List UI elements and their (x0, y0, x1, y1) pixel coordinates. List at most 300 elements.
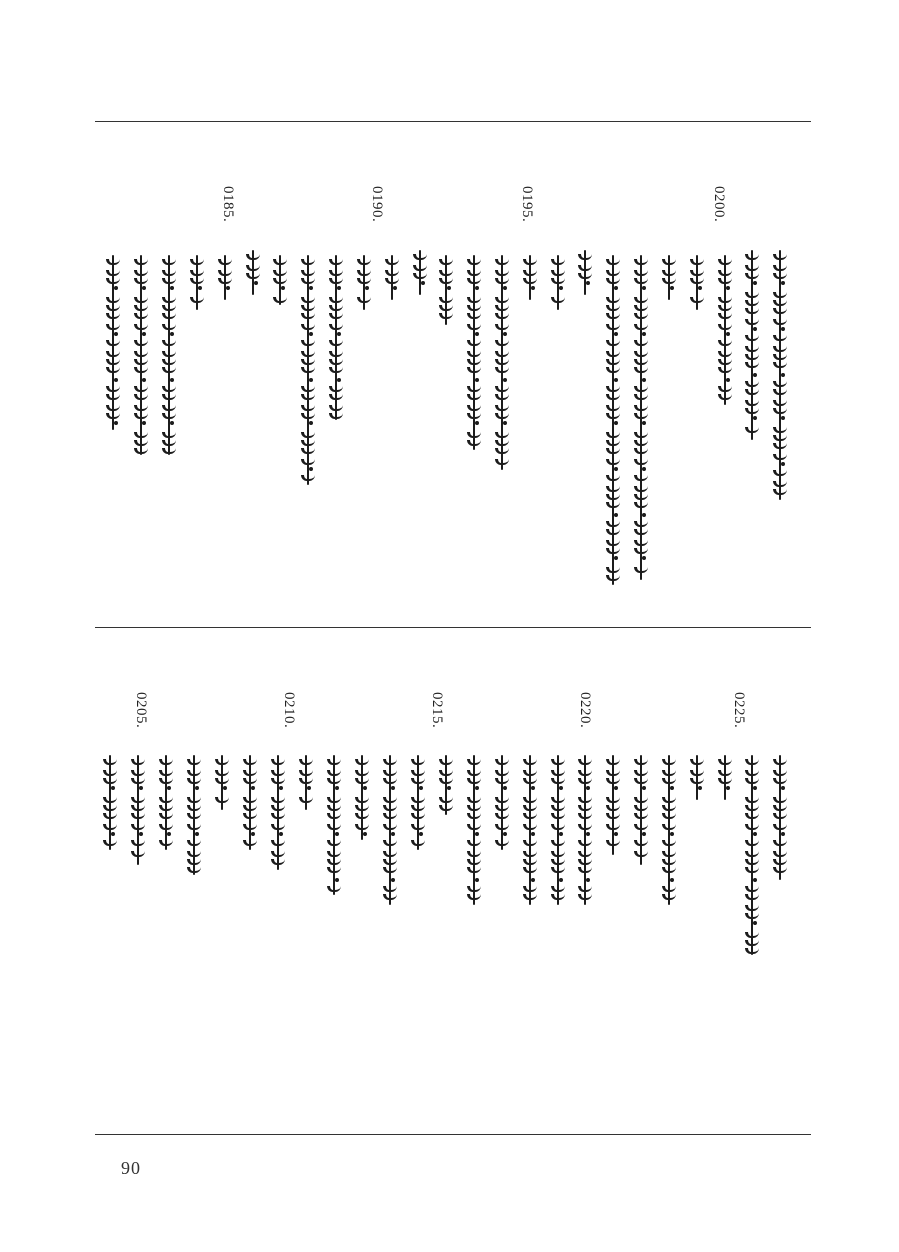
script-glyph (634, 270, 648, 276)
script-dot (781, 281, 785, 285)
script-glyph (745, 427, 759, 433)
script-glyph (745, 273, 759, 279)
verse-marker: 0210. (281, 692, 297, 729)
script-glyph (523, 770, 537, 776)
script-glyph (551, 797, 565, 803)
script-glyph (131, 840, 145, 846)
script-glyph (606, 529, 620, 535)
script-glyph (467, 432, 481, 438)
script-glyph (634, 297, 648, 303)
script-glyph (634, 759, 648, 765)
script-glyph (467, 259, 481, 265)
script-glyph (301, 305, 315, 311)
script-glyph (690, 778, 704, 784)
script-glyph (495, 278, 509, 284)
script-glyph (773, 797, 787, 803)
script-glyph (329, 351, 343, 357)
script-glyph (606, 405, 620, 411)
script-line (299, 755, 313, 810)
script-dot (475, 786, 479, 790)
script-glyph (634, 502, 648, 508)
script-dot (142, 378, 146, 382)
script-glyph (773, 427, 787, 433)
script-glyph (187, 851, 201, 857)
script-glyph (106, 386, 120, 392)
script-glyph (606, 486, 620, 492)
script-glyph (773, 362, 787, 368)
script-glyph (467, 270, 481, 276)
script-glyph (634, 521, 648, 527)
script-line (745, 755, 759, 955)
script-glyph (606, 351, 620, 357)
script-dot (195, 786, 199, 790)
script-line (385, 255, 399, 300)
script-glyph (606, 824, 620, 830)
script-glyph (495, 770, 509, 776)
script-glyph (467, 313, 481, 319)
script-glyph (187, 797, 201, 803)
script-glyph (383, 797, 397, 803)
script-glyph (718, 270, 732, 276)
script-glyph (578, 805, 592, 811)
script-glyph (745, 840, 759, 846)
script-glyph (745, 381, 759, 387)
verse-marker: 0220. (577, 692, 593, 729)
script-glyph (439, 778, 453, 784)
script-dot (586, 878, 590, 882)
script-glyph (551, 278, 565, 284)
script-glyph (634, 278, 648, 284)
script-glyph (495, 432, 509, 438)
script-glyph (606, 413, 620, 419)
script-glyph (329, 394, 343, 400)
script-glyph (606, 778, 620, 784)
script-dot (753, 327, 757, 331)
script-glyph (215, 778, 229, 784)
script-glyph (187, 805, 201, 811)
script-glyph (329, 324, 343, 330)
script-glyph (718, 367, 732, 373)
script-glyph (299, 797, 313, 803)
script-glyph (271, 859, 285, 865)
script-glyph (634, 486, 648, 492)
script-glyph (355, 797, 369, 803)
script-glyph (162, 313, 176, 319)
script-line (187, 755, 201, 875)
script-glyph (578, 886, 592, 892)
script-glyph (411, 797, 425, 803)
script-glyph (357, 297, 371, 303)
script-glyph (773, 346, 787, 352)
script-glyph (606, 305, 620, 311)
script-line (523, 255, 537, 300)
script-glyph (383, 770, 397, 776)
script-glyph (495, 386, 509, 392)
script-glyph (106, 278, 120, 284)
script-glyph (162, 440, 176, 446)
script-glyph (773, 254, 787, 260)
script-glyph (495, 824, 509, 830)
script-glyph (662, 797, 676, 803)
script-glyph (551, 759, 565, 765)
script-glyph (159, 797, 173, 803)
script-line (329, 255, 343, 420)
script-glyph (385, 270, 399, 276)
script-glyph (773, 400, 787, 406)
script-glyph (495, 270, 509, 276)
script-line (467, 755, 481, 905)
script-glyph (106, 394, 120, 400)
script-glyph (662, 867, 676, 873)
script-glyph (690, 278, 704, 284)
verse-marker: 0215. (429, 692, 445, 729)
script-glyph (357, 270, 371, 276)
script-glyph (606, 448, 620, 454)
script-glyph (745, 913, 759, 919)
script-glyph (162, 340, 176, 346)
script-dot (670, 286, 674, 290)
script-glyph (327, 824, 341, 830)
script-glyph (271, 813, 285, 819)
script-glyph (745, 292, 759, 298)
script-glyph (159, 813, 173, 819)
script-glyph (301, 394, 315, 400)
script-glyph (551, 894, 565, 900)
script-glyph (634, 529, 648, 535)
script-glyph (495, 805, 509, 811)
script-line (273, 255, 287, 305)
script-glyph (495, 305, 509, 311)
script-dot (559, 878, 563, 882)
script-line (606, 755, 620, 855)
script-dot (753, 921, 757, 925)
script-dot (614, 832, 618, 836)
script-glyph (271, 759, 285, 765)
script-glyph (718, 305, 732, 311)
script-glyph (718, 340, 732, 346)
script-glyph (495, 813, 509, 819)
script-glyph (106, 413, 120, 419)
script-glyph (745, 362, 759, 368)
script-line (246, 250, 260, 295)
script-dot (670, 786, 674, 790)
script-glyph (162, 305, 176, 311)
script-glyph (745, 254, 759, 260)
script-glyph (243, 840, 257, 846)
script-glyph (134, 386, 148, 392)
script-glyph (134, 270, 148, 276)
script-glyph (355, 805, 369, 811)
script-glyph (134, 394, 148, 400)
script-dot (251, 832, 255, 836)
script-glyph (773, 319, 787, 325)
script-dot (475, 332, 479, 336)
script-glyph (773, 778, 787, 784)
script-glyph (467, 340, 481, 346)
script-glyph (662, 894, 676, 900)
script-glyph (134, 432, 148, 438)
script-dot (698, 786, 702, 790)
script-glyph (467, 805, 481, 811)
script-line (662, 755, 676, 905)
script-glyph (495, 259, 509, 265)
script-glyph (634, 440, 648, 446)
script-glyph (606, 575, 620, 581)
script-dot (365, 286, 369, 290)
script-glyph (745, 851, 759, 857)
script-glyph (634, 313, 648, 319)
script-glyph (439, 805, 453, 811)
script-glyph (327, 840, 341, 846)
script-glyph (106, 340, 120, 346)
script-dot (337, 332, 341, 336)
script-dot (531, 832, 535, 836)
verse-marker: 0195. (519, 186, 535, 223)
script-dot (781, 373, 785, 377)
script-glyph (662, 778, 676, 784)
script-glyph (745, 335, 759, 341)
script-glyph (745, 932, 759, 938)
script-dot (642, 378, 646, 382)
script-glyph (439, 770, 453, 776)
script-glyph (634, 797, 648, 803)
script-dot (421, 281, 425, 285)
script-dot (111, 832, 115, 836)
script-glyph (718, 297, 732, 303)
script-dot (614, 286, 618, 290)
script-glyph (329, 270, 343, 276)
script-dot (279, 832, 283, 836)
script-glyph (662, 840, 676, 846)
script-glyph (495, 778, 509, 784)
script-glyph (383, 824, 397, 830)
script-glyph (523, 851, 537, 857)
script-glyph (190, 259, 204, 265)
script-glyph (243, 759, 257, 765)
script-glyph (773, 851, 787, 857)
script-dot (781, 786, 785, 790)
verse-marker: 0225. (731, 692, 747, 729)
script-dot (393, 286, 397, 290)
script-glyph (495, 367, 509, 373)
script-glyph (271, 778, 285, 784)
script-glyph (467, 778, 481, 784)
script-glyph (606, 324, 620, 330)
script-glyph (467, 413, 481, 419)
script-glyph (131, 813, 145, 819)
script-glyph (162, 432, 176, 438)
script-glyph (329, 305, 343, 311)
script-glyph (134, 405, 148, 411)
script-glyph (495, 840, 509, 846)
script-glyph (634, 367, 648, 373)
script-line (718, 255, 732, 405)
script-line (218, 255, 232, 300)
script-line (301, 255, 315, 485)
script-glyph (773, 813, 787, 819)
script-glyph (606, 797, 620, 803)
script-glyph (745, 346, 759, 352)
script-glyph (551, 770, 565, 776)
script-dot (167, 786, 171, 790)
script-dot (642, 332, 646, 336)
script-glyph (271, 797, 285, 803)
script-glyph (134, 359, 148, 365)
script-glyph (606, 840, 620, 846)
script-glyph (106, 367, 120, 373)
script-dot (309, 332, 313, 336)
script-glyph (773, 859, 787, 865)
script-glyph (190, 278, 204, 284)
script-glyph (690, 770, 704, 776)
script-glyph (467, 840, 481, 846)
script-line (159, 755, 173, 850)
script-glyph (773, 770, 787, 776)
script-dot (170, 421, 174, 425)
script-glyph (215, 770, 229, 776)
script-dot (281, 286, 285, 290)
script-glyph (187, 759, 201, 765)
script-dot (503, 786, 507, 790)
script-glyph (467, 824, 481, 830)
script-glyph (773, 335, 787, 341)
script-glyph (718, 313, 732, 319)
script-glyph (662, 759, 676, 765)
script-glyph (662, 886, 676, 892)
script-glyph (385, 259, 399, 265)
script-glyph (551, 824, 565, 830)
script-glyph (103, 778, 117, 784)
script-dot (309, 378, 313, 382)
script-glyph (745, 759, 759, 765)
script-dot (309, 421, 313, 425)
script-glyph (190, 297, 204, 303)
script-glyph (467, 278, 481, 284)
script-glyph (271, 805, 285, 811)
script-glyph (745, 894, 759, 900)
script-glyph (162, 359, 176, 365)
script-dot (503, 832, 507, 836)
script-glyph (718, 259, 732, 265)
script-glyph (134, 340, 148, 346)
script-glyph (578, 859, 592, 865)
script-line (634, 255, 648, 580)
script-dot (309, 286, 313, 290)
script-glyph (299, 770, 313, 776)
script-glyph (187, 824, 201, 830)
script-glyph (690, 759, 704, 765)
script-glyph (190, 270, 204, 276)
script-glyph (411, 805, 425, 811)
script-glyph (745, 824, 759, 830)
script-dot (475, 378, 479, 382)
script-glyph (634, 340, 648, 346)
script-glyph (523, 259, 537, 265)
script-dot (614, 786, 618, 790)
script-glyph (355, 759, 369, 765)
script-glyph (495, 394, 509, 400)
script-glyph (327, 886, 341, 892)
script-glyph (634, 475, 648, 481)
script-glyph (467, 305, 481, 311)
script-glyph (662, 770, 676, 776)
script-glyph (495, 405, 509, 411)
script-line (495, 755, 509, 850)
script-dot (531, 878, 535, 882)
script-dot (753, 832, 757, 836)
script-glyph (439, 259, 453, 265)
script-glyph (134, 259, 148, 265)
script-glyph (578, 273, 592, 279)
script-glyph (578, 254, 592, 260)
script-glyph (718, 394, 732, 400)
script-glyph (162, 270, 176, 276)
script-glyph (439, 297, 453, 303)
script-glyph (634, 778, 648, 784)
script-glyph (606, 432, 620, 438)
script-dot (559, 832, 563, 836)
script-glyph (773, 867, 787, 873)
script-dot (753, 281, 757, 285)
script-glyph (131, 778, 145, 784)
script-glyph (162, 278, 176, 284)
script-glyph (383, 813, 397, 819)
script-glyph (329, 278, 343, 284)
script-glyph (329, 413, 343, 419)
script-glyph (103, 797, 117, 803)
script-glyph (467, 886, 481, 892)
script-glyph (131, 797, 145, 803)
script-glyph (606, 386, 620, 392)
script-glyph (411, 824, 425, 830)
script-glyph (162, 324, 176, 330)
script-glyph (187, 770, 201, 776)
script-glyph (634, 324, 648, 330)
script-dot (170, 378, 174, 382)
script-glyph (467, 867, 481, 873)
script-dot (251, 786, 255, 790)
script-glyph (606, 540, 620, 546)
script-glyph (773, 454, 787, 460)
script-glyph (634, 259, 648, 265)
script-glyph (773, 840, 787, 846)
script-glyph (383, 894, 397, 900)
script-dot (781, 327, 785, 331)
script-glyph (634, 386, 648, 392)
script-line (162, 255, 176, 455)
script-glyph (551, 270, 565, 276)
script-dot (419, 786, 423, 790)
script-glyph (745, 354, 759, 360)
script-dot (503, 378, 507, 382)
script-glyph (523, 840, 537, 846)
script-line (215, 755, 229, 810)
script-glyph (357, 259, 371, 265)
script-glyph (606, 278, 620, 284)
script-dot (614, 513, 618, 517)
script-dot (139, 832, 143, 836)
script-glyph (634, 548, 648, 554)
script-dot (167, 832, 171, 836)
script-glyph (606, 494, 620, 500)
script-glyph (159, 759, 173, 765)
script-glyph (467, 813, 481, 819)
script-glyph (271, 840, 285, 846)
script-glyph (134, 313, 148, 319)
verse-marker: 0205. (133, 692, 149, 729)
script-glyph (162, 394, 176, 400)
script-glyph (187, 867, 201, 873)
